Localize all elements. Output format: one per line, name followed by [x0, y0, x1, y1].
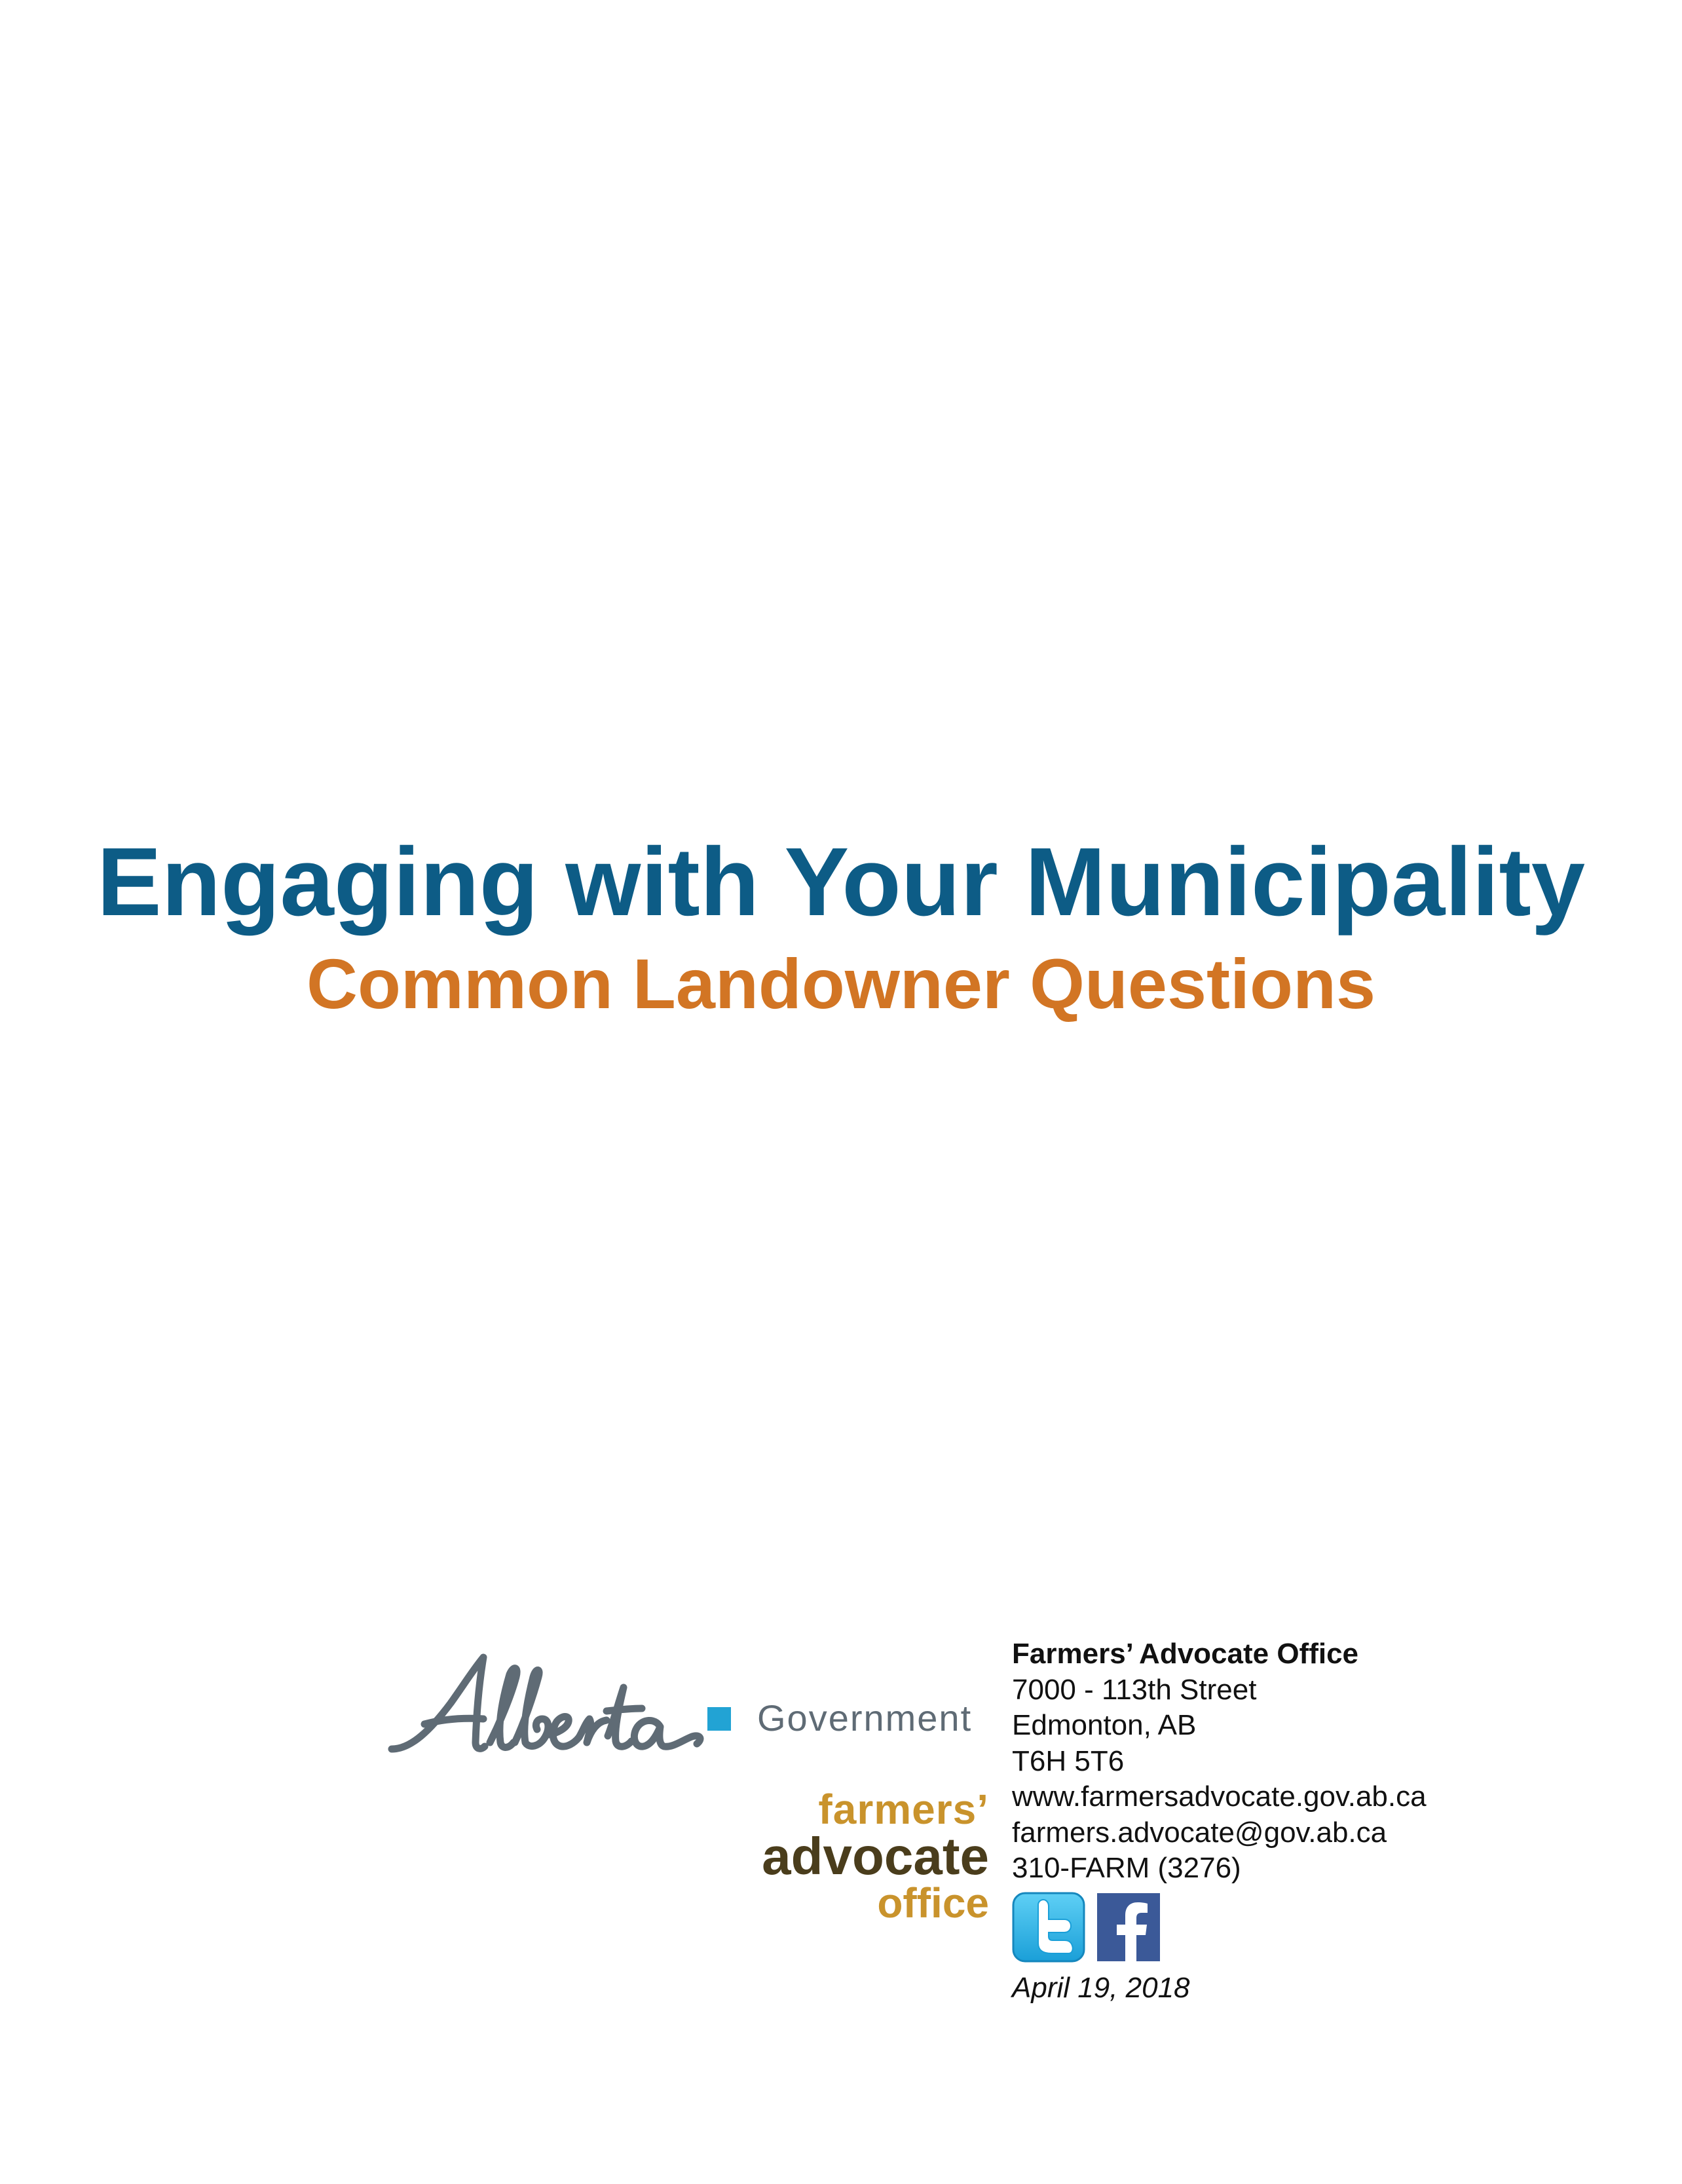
- document-date: April 19, 2018: [1012, 1971, 1190, 2004]
- contact-email-link[interactable]: farmers.advocate@gov.ab.ca: [1012, 1816, 1387, 1849]
- fao-logo-line3: office: [877, 1879, 989, 1927]
- contact-organization: Farmers’ Advocate Office: [1012, 1638, 1359, 1670]
- document-title: Engaging with Your Municipality: [96, 828, 1586, 936]
- alberta-blue-square-icon: [707, 1707, 731, 1731]
- svg-text:Government: Government: [757, 1697, 973, 1739]
- facebook-icon[interactable]: [1096, 1892, 1169, 1963]
- farmers-advocate-office-logo: [707, 1788, 989, 1926]
- fao-logo-line1: farmers’: [818, 1786, 989, 1833]
- contact-postal-code: T6H 5T6: [1012, 1744, 1125, 1777]
- twitter-icon[interactable]: [1012, 1892, 1085, 1963]
- contact-website-link[interactable]: www.farmersadvocate.gov.ab.ca: [1012, 1780, 1427, 1813]
- fao-logo-line2: advocate: [762, 1827, 989, 1885]
- contact-address-line2: Edmonton, AB: [1012, 1709, 1197, 1741]
- social-links: [1012, 1892, 1601, 1965]
- contact-address-line1: 7000 - 113th Street: [1012, 1673, 1257, 1706]
- contact-block: [1012, 1636, 1601, 2006]
- document-subtitle: Common Landowner Questions: [306, 944, 1376, 1023]
- contact-phone: 310-FARM (3276): [1012, 1852, 1241, 1884]
- alberta-government-logo: [385, 1651, 988, 1769]
